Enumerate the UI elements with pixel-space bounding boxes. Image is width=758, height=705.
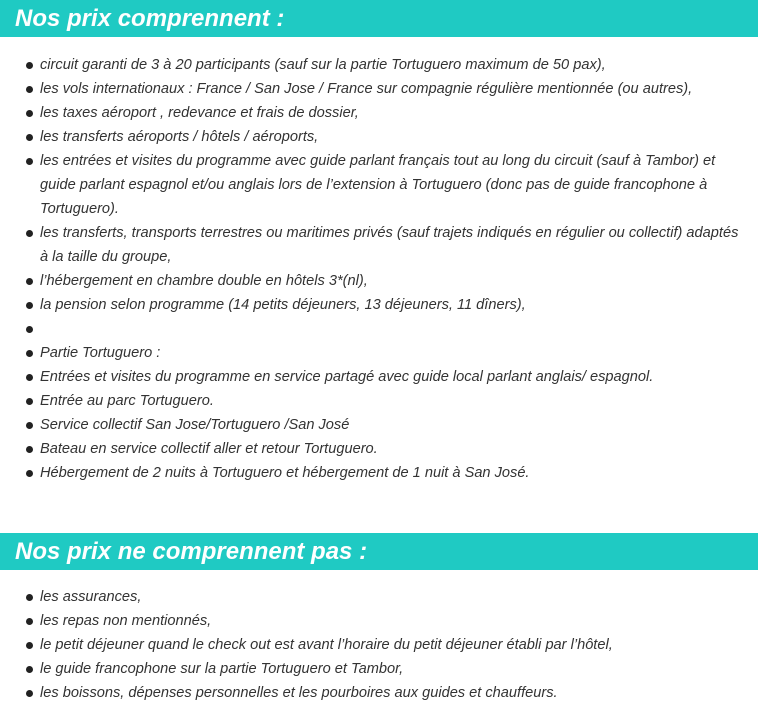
list-item-text: Bateau en service collectif aller et retour Tortuguero. xyxy=(40,441,378,457)
list-item-text: les transferts aéroports / hôtels / aéroports, xyxy=(40,129,319,145)
bullet-dot-icon xyxy=(26,690,33,697)
bullet-dot-icon xyxy=(26,350,33,357)
bullet-dot-icon xyxy=(26,158,33,165)
list-item xyxy=(26,269,750,293)
list-item-text: les assurances, xyxy=(40,589,142,605)
list-item-text: circuit garanti de 3 à 20 participants (sauf sur la partie Tortuguero maximum de 50 pax), xyxy=(40,57,606,73)
bullet-dot-icon xyxy=(26,302,33,309)
bullet-dot-icon xyxy=(26,134,33,141)
bullet-dot-icon xyxy=(26,446,33,453)
list-item xyxy=(26,585,750,609)
bullet-dot-icon xyxy=(26,618,33,625)
list-item xyxy=(26,365,750,389)
excluded-list xyxy=(0,570,758,705)
bullet-dot-icon xyxy=(26,278,33,285)
bullet-dot-icon xyxy=(26,398,33,405)
list-item xyxy=(26,609,750,633)
bullet-dot-icon xyxy=(26,86,33,93)
excluded-section xyxy=(0,533,758,705)
list-item-text: Service collectif San Jose/Tortuguero /San José xyxy=(40,417,350,433)
list-item-text: l’hébergement en chambre double en hôtels 3*(nl), xyxy=(40,273,368,289)
bullet-dot-icon xyxy=(26,110,33,117)
list-item xyxy=(26,681,750,705)
bullet-dot-icon xyxy=(26,470,33,477)
included-list xyxy=(0,37,758,485)
list-item xyxy=(26,413,750,437)
list-item-text: les boissons, dépenses personnelles et les pourboires aux guides et chauffeurs. xyxy=(40,685,558,701)
list-item-empty xyxy=(26,317,750,341)
list-item xyxy=(26,657,750,681)
bullet-dot-icon xyxy=(26,326,33,333)
included-section-title: Nos prix comprennent : xyxy=(0,0,758,37)
bullet-dot-icon xyxy=(26,642,33,649)
bullet-dot-icon xyxy=(26,666,33,673)
list-item-text: les taxes aéroport , redevance et frais de dossier, xyxy=(40,105,359,121)
bullet-dot-icon xyxy=(26,594,33,601)
list-item-text: les vols internationaux : France / San Jose / France sur compagnie régulière mentionnée (ou autres), xyxy=(40,81,693,97)
list-item xyxy=(26,437,750,461)
list-item xyxy=(26,53,750,77)
bullet-dot-icon xyxy=(26,374,33,381)
list-item xyxy=(26,221,750,269)
list-item xyxy=(26,341,750,365)
list-item xyxy=(26,461,750,485)
bullet-dot-icon xyxy=(26,422,33,429)
list-item-text: Entrées et visites du programme en service partagé avec guide local parlant anglais/ espagnol. xyxy=(40,369,654,385)
list-item xyxy=(26,149,750,221)
list-item xyxy=(26,633,750,657)
list-item xyxy=(26,101,750,125)
list-item-text: Hébergement de 2 nuits à Tortuguero et hébergement de 1 nuit à San José. xyxy=(40,465,530,481)
list-item xyxy=(26,125,750,149)
list-item-text: la pension selon programme (14 petits déjeuners, 13 déjeuners, 11 dîners), xyxy=(40,297,526,313)
list-item-text: les entrées et visites du programme avec guide parlant français tout au long du circuit (sauf à Tambor) et guide parlant espagnol et/ou anglais lors de l’extension à Tortuguero (donc pas de guide francophone à Tortuguero). xyxy=(40,153,716,217)
excluded-section-title: Nos prix ne comprennent pas : xyxy=(0,533,758,570)
bullet-dot-icon xyxy=(26,230,33,237)
list-item-text: le petit déjeuner quand le check out est avant l’horaire du petit déjeuner établi par l’hôtel, xyxy=(40,637,613,653)
bullet-dot-icon xyxy=(26,62,33,69)
list-item-text: Partie Tortuguero : xyxy=(40,345,161,361)
list-item xyxy=(26,293,750,317)
list-item-text: les transferts, transports terrestres ou maritimes privés (sauf trajets indiqués en régulier ou collectif) adaptés à la taille du groupe, xyxy=(40,225,739,265)
list-item-text: les repas non mentionnés, xyxy=(40,613,212,629)
list-item-text: Entrée au parc Tortuguero. xyxy=(40,393,214,409)
list-item-text: le guide francophone sur la partie Tortuguero et Tambor, xyxy=(40,661,404,677)
list-item xyxy=(26,77,750,101)
list-item xyxy=(26,389,750,413)
